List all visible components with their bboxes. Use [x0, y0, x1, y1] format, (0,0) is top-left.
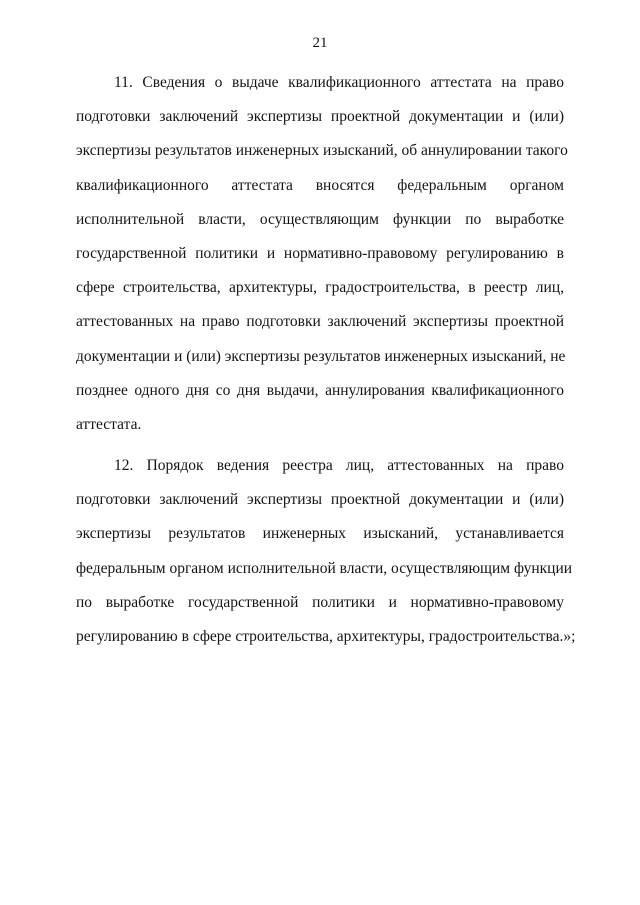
paragraph-11 — [76, 66, 568, 442]
text-line: подготовки заключений экспертизы проектной документации и (или) — [76, 108, 564, 126]
text-line: квалификационного аттестата вносятся федеральным органом — [76, 176, 564, 194]
text-line: документации и (или) экспертизы результатов инженерных изысканий, не — [76, 347, 566, 365]
text-line: подготовки заключений экспертизы проектной документации и (или) — [76, 491, 564, 509]
page-number: 21 — [312, 35, 328, 51]
text-line: федеральным органом исполнительной власти, осуществляющим функции — [76, 559, 573, 577]
text-line: сфере строительства, архитектуры, градостроительства, в реестр лиц, — [76, 279, 564, 297]
paragraph-12 — [76, 449, 576, 654]
text-line: регулированию в сфере строительства, архитектуры, градостроительства.»; — [76, 627, 576, 645]
text-line: по выработке государственной политики и нормативно-правовому — [76, 593, 564, 611]
text-line: экспертизы результатов инженерных изысканий, об аннулировании такого — [76, 142, 568, 160]
text-line: государственной политики и нормативно-правовому регулированию в — [76, 244, 564, 262]
text-line: позднее одного дня со дня выдачи, аннулирования квалификационного — [76, 381, 564, 399]
text-line: аттестата. — [76, 415, 142, 433]
text-line: аттестованных на право подготовки заключений экспертизы проектной — [76, 313, 564, 331]
text-line: 12. Порядок ведения реестра лиц, аттестованных на право — [114, 457, 564, 474]
text-line: экспертизы результатов инженерных изысканий, устанавливается — [76, 525, 564, 543]
text-line: 11. Сведения о выдаче квалификационного аттестата на право — [114, 74, 564, 91]
text-line: исполнительной власти, осуществляющим функции по выработке — [76, 210, 564, 228]
